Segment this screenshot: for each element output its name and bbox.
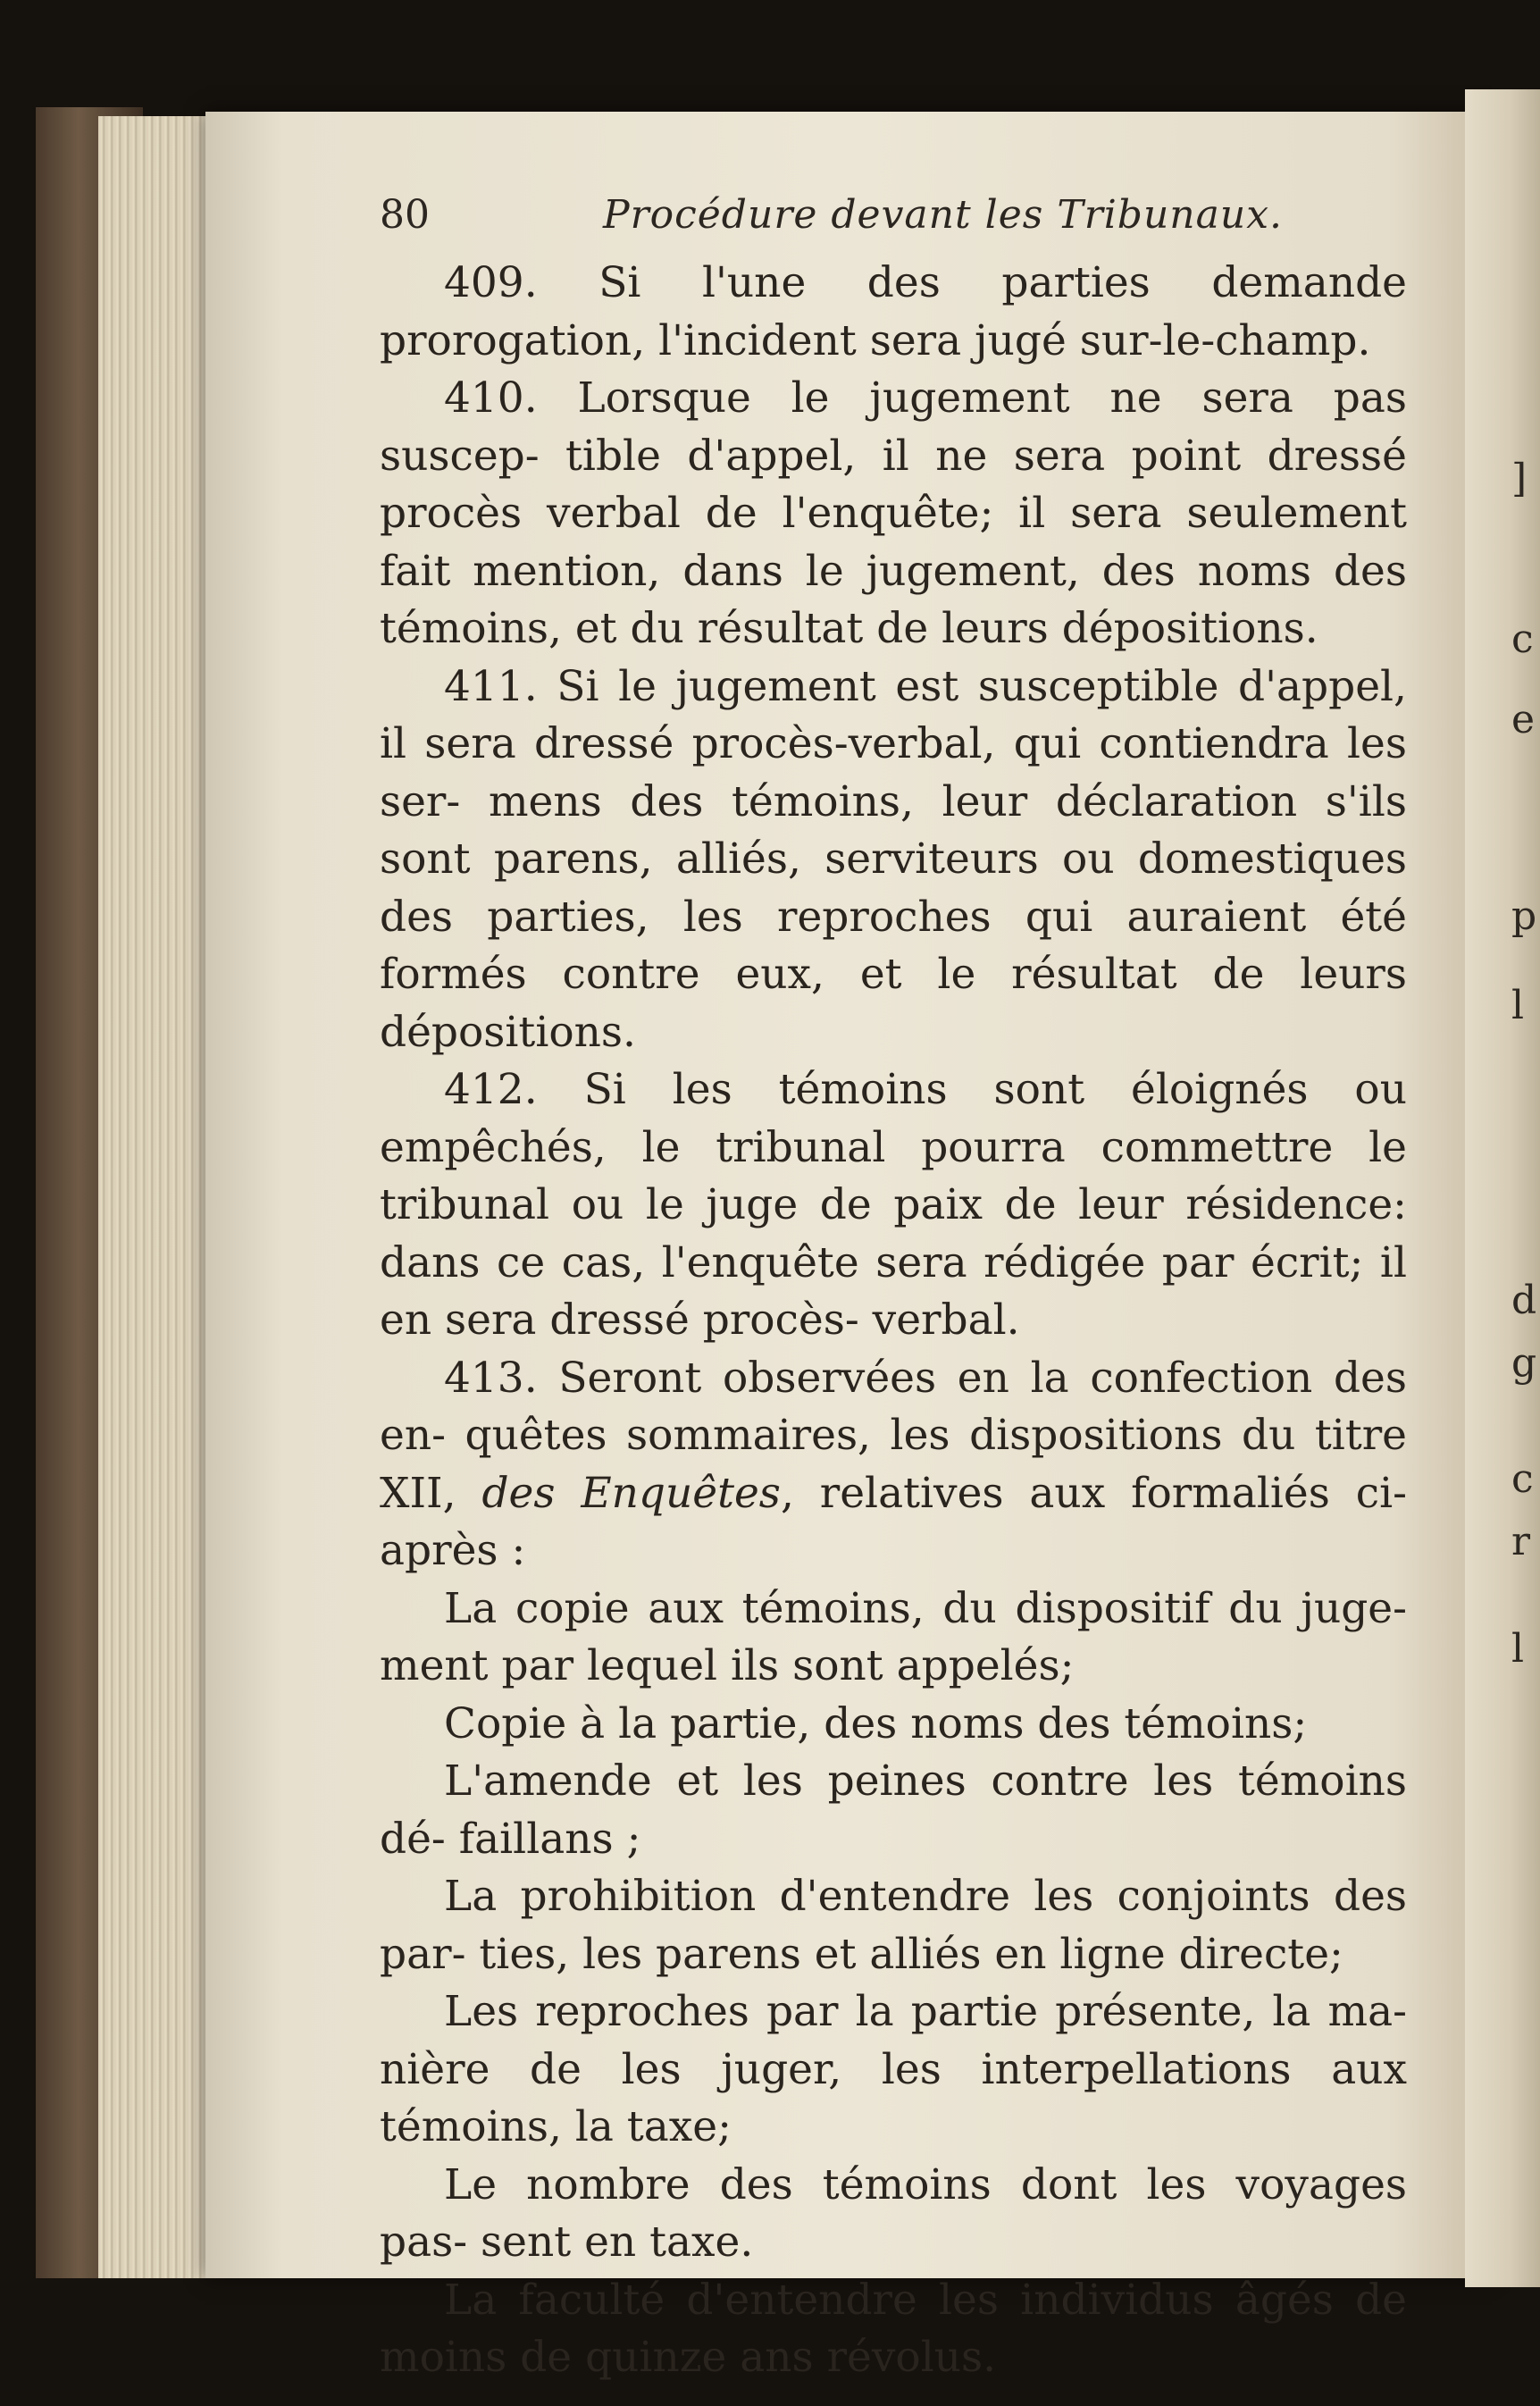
paragraph-411: 411. Si le jugement est susceptible d'appel, il sera dressé procès-verbal, qui contiendra les ser- mens des témoins, leur déclaration s'ils sont parens, alliés, serviteurs ou domestiques des parties, les reproches qui auraient été formés contre eux, et le résultat de leurs dépositions. bbox=[380, 661, 1407, 1057]
list-item-nombre-temoins: Le nombre des témoins dont les voyages pas- sent en taxe. bbox=[380, 2159, 1407, 2267]
list-item-faculte: La faculté d'entendre les individus âgés de moins de quinze ans révolus. bbox=[380, 2275, 1407, 2382]
page-number: 80 bbox=[380, 192, 430, 238]
paragraph-412: 412. Si les témoins sont éloignés ou empêchés, le tribunal pourra commettre le tribunal ou le juge de paix de leur résidence: dans ce cas, l'enquête sera rédigée par écrit; il en sera dressé procès- verbal. bbox=[380, 1065, 1407, 1345]
left-page-stack bbox=[98, 116, 219, 2278]
paragraph-413 bbox=[380, 1350, 1407, 1580]
list-item-copie-temoins: La copie aux témoins, du dispositif du juge- ment par lequel ils sont appelés; bbox=[380, 1583, 1407, 1690]
list-item-amende: L'amende et les peines contre les témoins dé- faillans ; bbox=[380, 1756, 1407, 1864]
paragraph-413-start: 413. Seront observées en la confection des en- quêtes sommaires, les dispositions du titre XII, bbox=[380, 1353, 1407, 1518]
list-item-reproches: Les reproches par la partie présente, la ma- nière de les juger, les interpellations aux témoins, la taxe; bbox=[380, 1987, 1407, 2151]
running-title: Procédure devant les Tribunaux. bbox=[603, 192, 1284, 238]
paragraph-413-title-ref: des Enquêtes bbox=[481, 1468, 781, 1518]
list-item-prohibition: La prohibition d'entendre les conjoints des par- ties, les parens et alliés en ligne directe; bbox=[380, 1872, 1407, 1979]
paragraph-410: 410. Lorsque le jugement ne sera pas suscep- tible d'appel, il ne sera point dressé procès verbal de l'enquête; il sera seulement fait mention, dans le jugement, des noms des témoins, et du résultat de leurs dépositions. bbox=[380, 373, 1407, 653]
page-header bbox=[380, 192, 1407, 246]
paragraph-409: 409. Si l'une des parties demande prorogation, l'incident sera jugé sur-le-champ. bbox=[380, 258, 1407, 365]
paragraph-413-end: , relatives aux formaliés ci-après : bbox=[380, 1468, 1407, 1575]
list-item-copie-partie: Copie à la partie, des noms des témoins; bbox=[444, 1698, 1308, 1748]
right-page-edge: ] c e p l d g c r l bbox=[1465, 89, 1540, 2287]
body-text bbox=[380, 255, 1407, 2387]
